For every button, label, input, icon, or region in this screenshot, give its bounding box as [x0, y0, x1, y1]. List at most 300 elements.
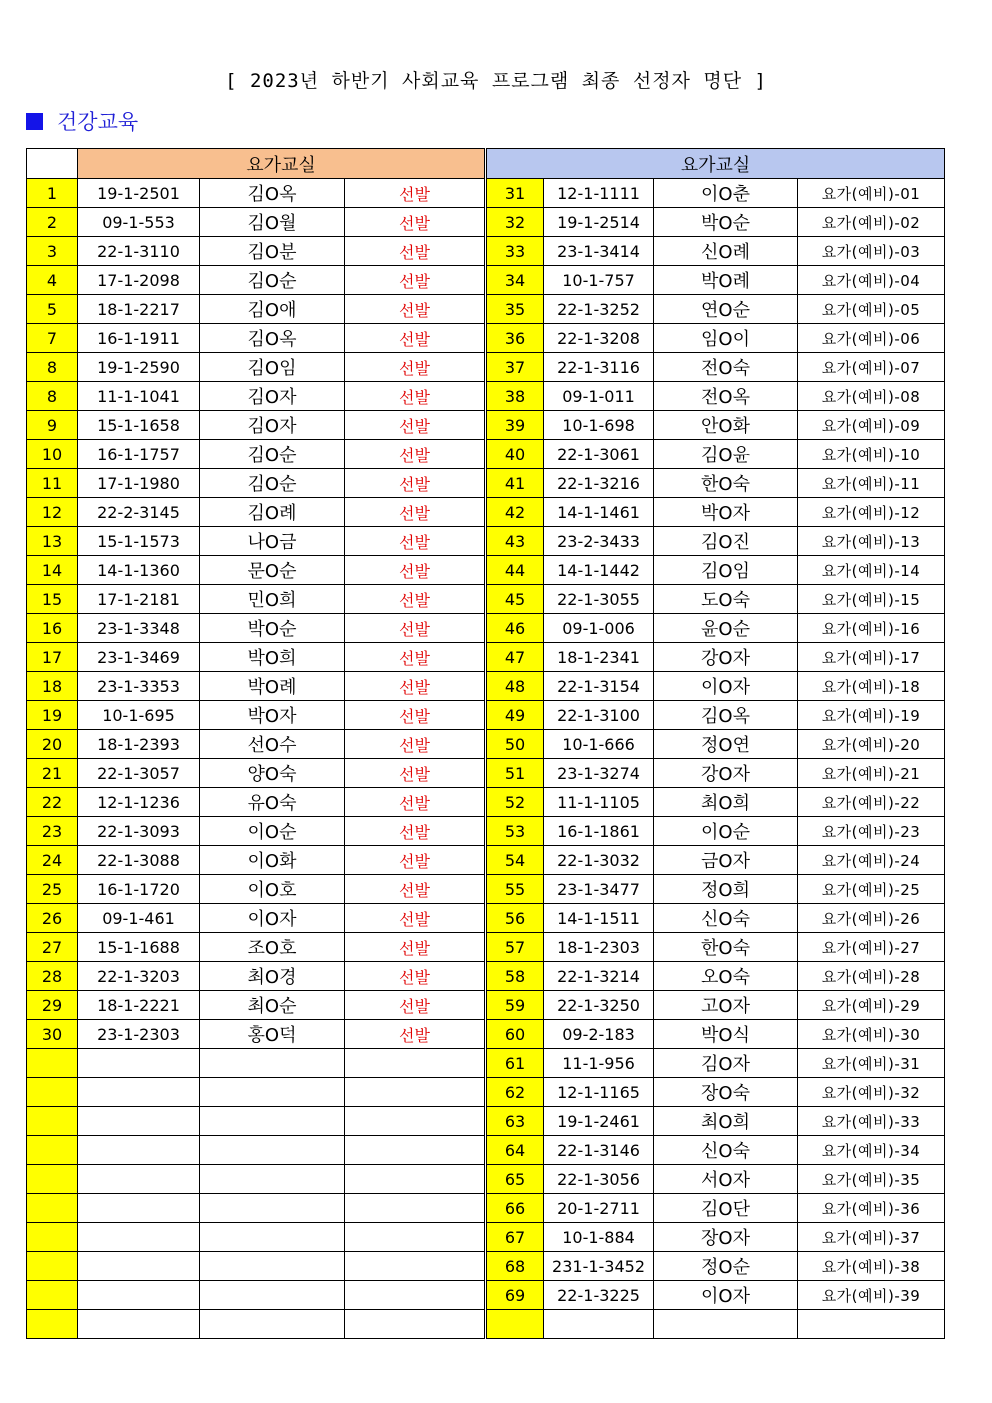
right-row-status: 요가(예비)-05: [798, 295, 945, 324]
left-row-name: 김O월: [200, 208, 345, 237]
right-row-status: 요가(예비)-14: [798, 556, 945, 585]
right-row-id: 22-1-3216: [544, 469, 654, 498]
table-row: [27, 614, 945, 643]
left-row-name: 김O순: [200, 440, 345, 469]
left-row-number: 1: [27, 179, 78, 208]
right-row-status: 요가(예비)-36: [798, 1194, 945, 1223]
right-row-status: 요가(예비)-31: [798, 1049, 945, 1078]
right-row-id: 22-1-3214: [544, 962, 654, 991]
section-heading: [26, 106, 138, 136]
left-row-id: [78, 1049, 200, 1078]
header-corner-cell: [27, 149, 78, 179]
left-row-id: 09-1-553: [78, 208, 200, 237]
right-row-number: 35: [486, 295, 544, 324]
right-row-id: 22-1-3061: [544, 440, 654, 469]
left-row-status: 선발: [345, 382, 486, 411]
right-row-status: 요가(예비)-24: [798, 846, 945, 875]
left-row-id: 15-1-1688: [78, 933, 200, 962]
right-row-number: 61: [486, 1049, 544, 1078]
right-row-number: 44: [486, 556, 544, 585]
right-row-status: 요가(예비)-39: [798, 1281, 945, 1310]
section-title: 건강교육: [57, 110, 139, 134]
right-row-name: 김O윤: [654, 440, 798, 469]
right-row-number: 60: [486, 1020, 544, 1049]
left-row-number: 30: [27, 1020, 78, 1049]
right-row-number: 59: [486, 991, 544, 1020]
right-row-id: 10-1-757: [544, 266, 654, 295]
left-row-status: [345, 1078, 486, 1107]
right-row-number: 69: [486, 1281, 544, 1310]
right-row-status: 요가(예비)-32: [798, 1078, 945, 1107]
page-title: [ 2023년 하반기 사회교육 프로그램 최종 선정자 명단 ]: [225, 70, 767, 92]
right-row-name: 박O례: [654, 266, 798, 295]
left-row-id: 19-1-2590: [78, 353, 200, 382]
left-row-name: [200, 1107, 345, 1136]
right-row-id: 23-1-3477: [544, 875, 654, 904]
right-row-status: 요가(예비)-06: [798, 324, 945, 353]
right-row-number: 55: [486, 875, 544, 904]
right-row-number: 50: [486, 730, 544, 759]
left-group-header: 요가교실: [78, 149, 486, 179]
right-row-status: 요가(예비)-22: [798, 788, 945, 817]
right-row-number: 40: [486, 440, 544, 469]
right-row-id: 22-1-3154: [544, 672, 654, 701]
table-row: [27, 962, 945, 991]
right-row-status: 요가(예비)-12: [798, 498, 945, 527]
left-row-name: 조O호: [200, 933, 345, 962]
left-row-status: 선발: [345, 904, 486, 933]
left-row-id: [78, 1223, 200, 1252]
table-row: [27, 817, 945, 846]
left-row-number: [27, 1078, 78, 1107]
left-row-name: 홍O덕: [200, 1020, 345, 1049]
table-row: [27, 527, 945, 556]
left-row-status: 선발: [345, 411, 486, 440]
left-row-number: 8: [27, 353, 78, 382]
right-row-status: 요가(예비)-18: [798, 672, 945, 701]
left-row-id: 22-1-3093: [78, 817, 200, 846]
right-row-number: 42: [486, 498, 544, 527]
right-row-number: 52: [486, 788, 544, 817]
left-row-number: 10: [27, 440, 78, 469]
selection-table: [26, 148, 945, 1339]
left-row-status: [345, 1281, 486, 1310]
left-row-name: 김O분: [200, 237, 345, 266]
right-row-name: 신O례: [654, 237, 798, 266]
left-row-id: 22-1-3088: [78, 846, 200, 875]
left-row-status: 선발: [345, 788, 486, 817]
right-row-number: 45: [486, 585, 544, 614]
left-row-status: 선발: [345, 701, 486, 730]
right-row-id: 22-1-3252: [544, 295, 654, 324]
left-row-number: 7: [27, 324, 78, 353]
left-row-name: 문O순: [200, 556, 345, 585]
left-row-id: 15-1-1573: [78, 527, 200, 556]
left-row-number: 28: [27, 962, 78, 991]
left-row-number: 18: [27, 672, 78, 701]
left-row-id: 12-1-1236: [78, 788, 200, 817]
left-row-id: 22-1-3110: [78, 237, 200, 266]
table-row: [27, 1310, 945, 1339]
right-row-status: 요가(예비)-30: [798, 1020, 945, 1049]
right-row-name: 이O자: [654, 1281, 798, 1310]
right-row-number: 39: [486, 411, 544, 440]
right-row-status: 요가(예비)-34: [798, 1136, 945, 1165]
left-row-id: 23-1-3353: [78, 672, 200, 701]
right-row-status: 요가(예비)-01: [798, 179, 945, 208]
right-row-id: 22-1-3100: [544, 701, 654, 730]
left-row-status: 선발: [345, 498, 486, 527]
right-row-name: 고O자: [654, 991, 798, 1020]
left-row-number: 20: [27, 730, 78, 759]
right-row-status: 요가(예비)-33: [798, 1107, 945, 1136]
left-row-name: 양O숙: [200, 759, 345, 788]
right-row-status: 요가(예비)-27: [798, 933, 945, 962]
left-row-id: 17-1-1980: [78, 469, 200, 498]
table-row: [27, 266, 945, 295]
right-row-number: [486, 1310, 544, 1339]
left-row-name: 최O경: [200, 962, 345, 991]
table-row: [27, 382, 945, 411]
right-row-name: 한O숙: [654, 469, 798, 498]
right-row-id: 12-1-1111: [544, 179, 654, 208]
left-row-status: 선발: [345, 1020, 486, 1049]
right-row-number: 32: [486, 208, 544, 237]
right-row-name: 강O자: [654, 643, 798, 672]
right-row-name: 김O진: [654, 527, 798, 556]
right-row-id: 11-1-956: [544, 1049, 654, 1078]
square-bullet-icon: [26, 113, 43, 130]
right-row-status: 요가(예비)-23: [798, 817, 945, 846]
left-row-number: 23: [27, 817, 78, 846]
table-row: [27, 585, 945, 614]
right-row-status: 요가(예비)-20: [798, 730, 945, 759]
left-row-id: 14-1-1360: [78, 556, 200, 585]
left-row-name: [200, 1194, 345, 1223]
right-row-number: 63: [486, 1107, 544, 1136]
table-row: [27, 1078, 945, 1107]
right-row-name: 이O순: [654, 817, 798, 846]
left-row-number: [27, 1252, 78, 1281]
left-row-name: 최O순: [200, 991, 345, 1020]
left-row-name: 김O임: [200, 353, 345, 382]
left-row-status: 선발: [345, 875, 486, 904]
left-row-id: 19-1-2501: [78, 179, 200, 208]
left-row-id: 23-1-3469: [78, 643, 200, 672]
right-row-status: 요가(예비)-15: [798, 585, 945, 614]
right-row-name: 안O화: [654, 411, 798, 440]
right-row-status: 요가(예비)-10: [798, 440, 945, 469]
table-row: [27, 759, 945, 788]
right-row-number: 68: [486, 1252, 544, 1281]
left-row-number: [27, 1194, 78, 1223]
left-row-name: 나O금: [200, 527, 345, 556]
table-row: [27, 1281, 945, 1310]
left-row-number: 17: [27, 643, 78, 672]
left-row-name: [200, 1310, 345, 1339]
left-row-id: 10-1-695: [78, 701, 200, 730]
right-row-id: 09-2-183: [544, 1020, 654, 1049]
right-row-id: 22-1-3032: [544, 846, 654, 875]
left-row-name: [200, 1223, 345, 1252]
table-row: [27, 1194, 945, 1223]
table-row: [27, 1107, 945, 1136]
left-row-name: [200, 1049, 345, 1078]
table-row: [27, 701, 945, 730]
left-row-number: 9: [27, 411, 78, 440]
table-row: [27, 1223, 945, 1252]
right-row-status: 요가(예비)-25: [798, 875, 945, 904]
left-row-id: 22-1-3057: [78, 759, 200, 788]
right-row-name: 이O춘: [654, 179, 798, 208]
left-row-status: 선발: [345, 556, 486, 585]
table-row: [27, 208, 945, 237]
right-row-status: 요가(예비)-26: [798, 904, 945, 933]
right-row-name: 최O희: [654, 1107, 798, 1136]
left-row-id: [78, 1252, 200, 1281]
table-row: [27, 643, 945, 672]
left-row-number: [27, 1049, 78, 1078]
right-group-header: 요가교실: [486, 149, 945, 179]
table-row: [27, 440, 945, 469]
left-row-number: 13: [27, 527, 78, 556]
right-row-status: 요가(예비)-38: [798, 1252, 945, 1281]
left-row-number: 29: [27, 991, 78, 1020]
right-row-id: 14-1-1511: [544, 904, 654, 933]
right-row-id: 23-1-3414: [544, 237, 654, 266]
right-row-status: 요가(예비)-37: [798, 1223, 945, 1252]
right-row-number: 43: [486, 527, 544, 556]
right-row-number: 62: [486, 1078, 544, 1107]
right-row-status: 요가(예비)-03: [798, 237, 945, 266]
left-row-number: 3: [27, 237, 78, 266]
left-row-status: 선발: [345, 440, 486, 469]
right-row-name: 전O숙: [654, 353, 798, 382]
right-row-status: 요가(예비)-08: [798, 382, 945, 411]
right-row-number: 56: [486, 904, 544, 933]
left-row-number: 26: [27, 904, 78, 933]
left-row-status: 선발: [345, 846, 486, 875]
right-row-name: 박O식: [654, 1020, 798, 1049]
right-row-name: 장O숙: [654, 1078, 798, 1107]
right-row-name: 윤O순: [654, 614, 798, 643]
right-row-status: 요가(예비)-09: [798, 411, 945, 440]
left-row-name: 민O희: [200, 585, 345, 614]
left-row-number: 4: [27, 266, 78, 295]
right-row-number: 37: [486, 353, 544, 382]
left-row-number: 5: [27, 295, 78, 324]
right-row-number: 41: [486, 469, 544, 498]
table-row: [27, 1252, 945, 1281]
right-row-status: 요가(예비)-21: [798, 759, 945, 788]
left-row-id: [78, 1281, 200, 1310]
left-row-status: 선발: [345, 266, 486, 295]
right-row-id: 16-1-1861: [544, 817, 654, 846]
left-row-id: 16-1-1911: [78, 324, 200, 353]
left-row-id: 22-1-3203: [78, 962, 200, 991]
table-row: [27, 730, 945, 759]
right-row-name: 장O자: [654, 1223, 798, 1252]
right-row-name: 연O순: [654, 295, 798, 324]
right-row-status: 요가(예비)-04: [798, 266, 945, 295]
left-row-name: 박O희: [200, 643, 345, 672]
left-row-id: [78, 1136, 200, 1165]
right-row-number: 57: [486, 933, 544, 962]
table-row: [27, 933, 945, 962]
left-row-status: [345, 1107, 486, 1136]
right-row-number: 46: [486, 614, 544, 643]
right-row-number: 47: [486, 643, 544, 672]
left-row-id: 15-1-1658: [78, 411, 200, 440]
right-row-name: 전O옥: [654, 382, 798, 411]
left-row-number: [27, 1223, 78, 1252]
left-row-name: 박O례: [200, 672, 345, 701]
table-row: [27, 1049, 945, 1078]
left-row-status: 선발: [345, 585, 486, 614]
right-row-name: 최O희: [654, 788, 798, 817]
right-row-number: 38: [486, 382, 544, 411]
table-row: [27, 991, 945, 1020]
left-row-number: [27, 1310, 78, 1339]
left-row-name: 김O순: [200, 469, 345, 498]
right-row-name: 도O숙: [654, 585, 798, 614]
right-row-status: 요가(예비)-11: [798, 469, 945, 498]
table-row: [27, 1020, 945, 1049]
left-row-name: 이O화: [200, 846, 345, 875]
left-row-status: [345, 1194, 486, 1223]
table-row: [27, 904, 945, 933]
left-row-status: 선발: [345, 353, 486, 382]
left-row-name: 김O순: [200, 266, 345, 295]
left-row-status: 선발: [345, 614, 486, 643]
left-row-id: 23-1-2303: [78, 1020, 200, 1049]
table-row: [27, 237, 945, 266]
right-row-id: 20-1-2711: [544, 1194, 654, 1223]
right-row-status: 요가(예비)-28: [798, 962, 945, 991]
right-row-number: 36: [486, 324, 544, 353]
table-row: [27, 411, 945, 440]
right-row-name: 서O자: [654, 1165, 798, 1194]
table-row: [27, 295, 945, 324]
left-row-id: [78, 1165, 200, 1194]
right-row-name: 박O자: [654, 498, 798, 527]
left-row-status: 선발: [345, 324, 486, 353]
table-row: [27, 179, 945, 208]
left-row-number: 16: [27, 614, 78, 643]
left-row-number: [27, 1281, 78, 1310]
left-row-id: 22-2-3145: [78, 498, 200, 527]
left-row-number: 12: [27, 498, 78, 527]
right-row-number: 65: [486, 1165, 544, 1194]
left-row-id: 18-1-2221: [78, 991, 200, 1020]
left-row-name: [200, 1136, 345, 1165]
right-row-id: 22-1-3208: [544, 324, 654, 353]
right-row-id: 23-2-3433: [544, 527, 654, 556]
left-row-status: 선발: [345, 759, 486, 788]
right-row-status: 요가(예비)-13: [798, 527, 945, 556]
right-row-status: [798, 1310, 945, 1339]
left-row-number: 21: [27, 759, 78, 788]
left-row-name: 김O례: [200, 498, 345, 527]
right-row-status: 요가(예비)-29: [798, 991, 945, 1020]
right-row-id: 10-1-698: [544, 411, 654, 440]
left-row-id: 16-1-1757: [78, 440, 200, 469]
left-row-name: 박O자: [200, 701, 345, 730]
left-row-status: 선발: [345, 817, 486, 846]
left-row-name: 박O순: [200, 614, 345, 643]
right-row-number: 53: [486, 817, 544, 846]
left-row-name: 이O호: [200, 875, 345, 904]
right-row-id: [544, 1310, 654, 1339]
left-row-number: 22: [27, 788, 78, 817]
right-row-number: 31: [486, 179, 544, 208]
right-row-name: 신O숙: [654, 904, 798, 933]
left-row-name: 김O옥: [200, 324, 345, 353]
left-row-status: 선발: [345, 179, 486, 208]
left-row-name: 유O숙: [200, 788, 345, 817]
right-row-number: 58: [486, 962, 544, 991]
left-row-number: 11: [27, 469, 78, 498]
right-row-name: 임O이: [654, 324, 798, 353]
table-row: [27, 498, 945, 527]
left-row-number: 27: [27, 933, 78, 962]
right-row-status: 요가(예비)-16: [798, 614, 945, 643]
table-row: [27, 846, 945, 875]
right-row-number: 54: [486, 846, 544, 875]
table-row: [27, 469, 945, 498]
table-row: [27, 324, 945, 353]
right-row-number: 34: [486, 266, 544, 295]
left-row-number: [27, 1165, 78, 1194]
left-row-id: [78, 1078, 200, 1107]
left-row-id: 11-1-1041: [78, 382, 200, 411]
table-row: [27, 788, 945, 817]
right-row-status: 요가(예비)-35: [798, 1165, 945, 1194]
right-row-status: 요가(예비)-17: [798, 643, 945, 672]
right-row-id: 18-1-2341: [544, 643, 654, 672]
left-row-status: 선발: [345, 672, 486, 701]
right-row-name: 금O자: [654, 846, 798, 875]
right-row-name: 신O숙: [654, 1136, 798, 1165]
table-row: [27, 353, 945, 382]
right-row-id: 22-1-3146: [544, 1136, 654, 1165]
left-row-name: 이O자: [200, 904, 345, 933]
right-row-id: 10-1-884: [544, 1223, 654, 1252]
right-row-id: 11-1-1105: [544, 788, 654, 817]
left-row-status: 선발: [345, 237, 486, 266]
right-row-name: 강O자: [654, 759, 798, 788]
right-row-name: 박O순: [654, 208, 798, 237]
left-row-name: 김O자: [200, 382, 345, 411]
left-row-id: 17-1-2098: [78, 266, 200, 295]
left-row-name: [200, 1165, 345, 1194]
table-row: [27, 556, 945, 585]
left-row-number: 2: [27, 208, 78, 237]
right-row-id: 22-1-3056: [544, 1165, 654, 1194]
left-row-number: 8: [27, 382, 78, 411]
right-row-id: 22-1-3116: [544, 353, 654, 382]
left-row-name: [200, 1281, 345, 1310]
left-row-id: 16-1-1720: [78, 875, 200, 904]
right-row-number: 67: [486, 1223, 544, 1252]
left-row-name: 선O수: [200, 730, 345, 759]
left-row-status: 선발: [345, 208, 486, 237]
right-row-name: 김O단: [654, 1194, 798, 1223]
left-row-number: 19: [27, 701, 78, 730]
left-row-status: 선발: [345, 991, 486, 1020]
table-row: [27, 1136, 945, 1165]
right-row-id: 22-1-3250: [544, 991, 654, 1020]
